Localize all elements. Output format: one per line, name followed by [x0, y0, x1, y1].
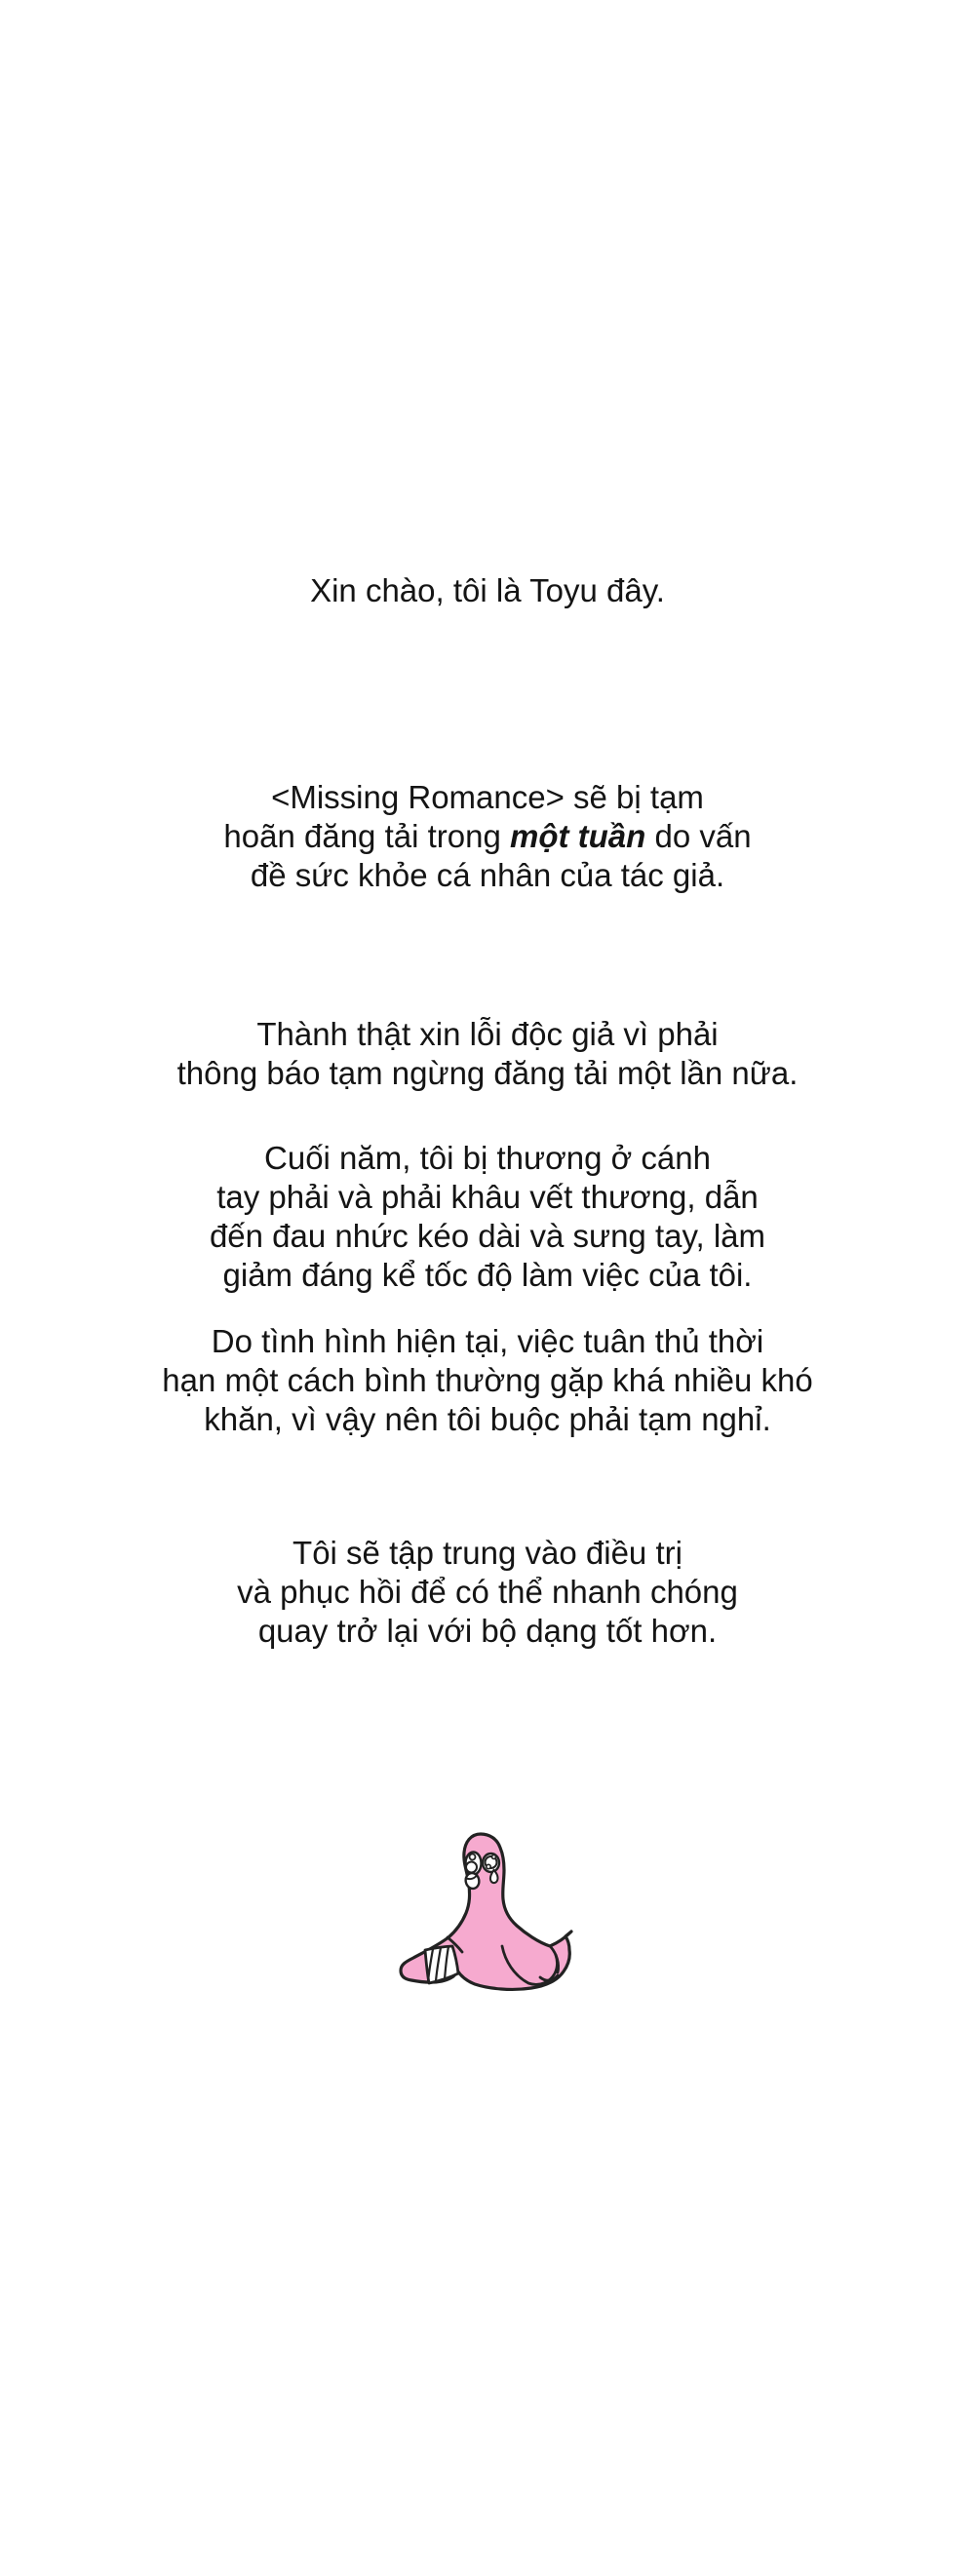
text-line: quay trở lại với bộ dạng tốt hơn.: [257, 1613, 718, 1649]
text-line: tay phải và phải khâu vết thương, dẫn: [216, 1179, 759, 1215]
text-line: giảm đáng kể tốc độ làm việc của tôi.: [222, 1257, 753, 1293]
paragraph-situation: [0, 1322, 975, 1439]
text-line: khăn, vì vậy nên tôi buộc phải tạm nghỉ.: [204, 1401, 771, 1437]
text-line: Thành thật xin lỗi độc giả vì phải: [256, 1016, 719, 1052]
text-line: đến đau nhức kéo dài và sưng tay, làm: [209, 1218, 766, 1254]
paragraph-announcement: [0, 778, 975, 895]
announcement-line-2-pre: hoãn đăng tải trong: [223, 818, 510, 854]
paragraph-promise: [0, 1534, 975, 1651]
paragraph-apology: [0, 1015, 975, 1093]
right-eye: [483, 1854, 499, 1872]
announcement-line-3: đề sức khỏe cá nhân của tác giả.: [250, 857, 725, 893]
toyu-pigeon-illustration: [370, 1784, 722, 2018]
paragraph-greeting: [0, 571, 975, 610]
text-line: thông báo tạm ngừng đăng tải một lần nữa.: [176, 1055, 799, 1091]
text-line: Xin chào, tôi là Toyu đây.: [310, 572, 665, 608]
announcement-line-2-post: do vấn: [645, 818, 752, 854]
announcement-line-1: <Missing Romance> sẽ bị tạm: [271, 779, 704, 815]
text-line: Do tình hình hiện tại, việc tuân thủ thời: [211, 1323, 764, 1359]
hiatus-duration-emphasis: một tuần: [510, 818, 646, 854]
text-line: và phục hồi để có thể nhanh chóng: [237, 1574, 738, 1610]
text-line: hạn một cách bình thường gặp khá nhiều khó: [162, 1362, 813, 1398]
announcement-line-2: [0, 817, 975, 856]
text-line: Cuối năm, tôi bị thương ở cánh: [264, 1140, 711, 1176]
paragraph-injury-explanation: [0, 1139, 975, 1295]
text-line: Tôi sẽ tập trung vào điều trị: [292, 1535, 682, 1571]
left-eye: [466, 1853, 482, 1875]
